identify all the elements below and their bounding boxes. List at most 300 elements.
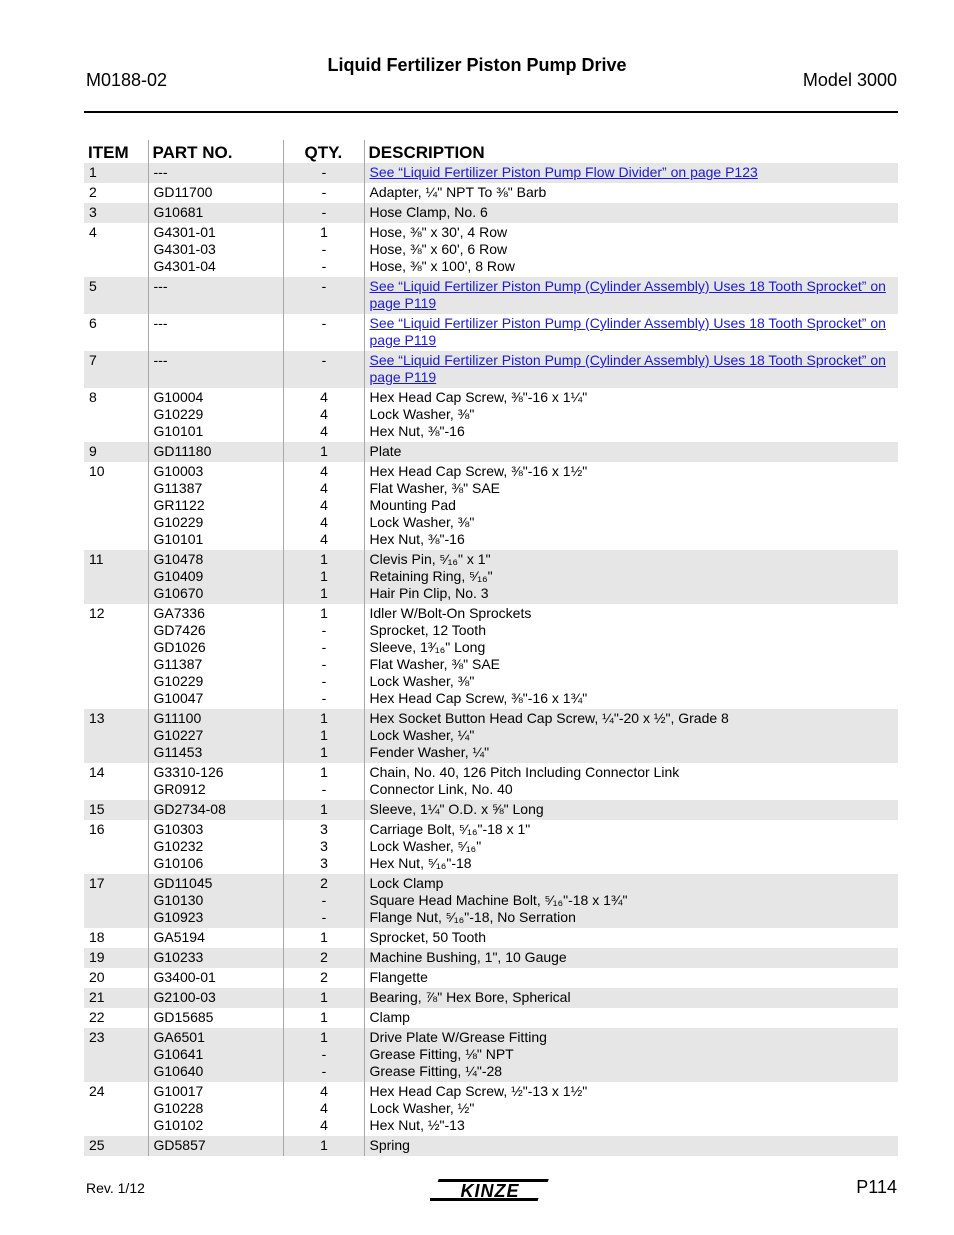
- quantity-cell: [283, 928, 364, 948]
- table-row: [84, 988, 898, 1008]
- part-number-line: G11453: [153, 744, 203, 760]
- part-number-line: ---: [153, 315, 168, 331]
- table-row: [84, 1082, 898, 1136]
- quantity-cell: [283, 800, 364, 820]
- quantity-line: -: [321, 164, 327, 180]
- item-number-cell: 23: [84, 1028, 148, 1082]
- description-line: Lock Washer, ⅜": [369, 406, 475, 422]
- part-number-line: G4301-01: [153, 224, 216, 240]
- table-header-row: [84, 140, 898, 163]
- quantity-cell: [283, 388, 364, 442]
- description-line: Square Head Machine Bolt, ⁵⁄₁₆"-18 x 1¾": [369, 892, 628, 908]
- quantity-cell: [283, 1136, 364, 1156]
- page-number: P114: [856, 1177, 897, 1197]
- quantity-line: 4: [320, 389, 328, 405]
- quantity-cell: [283, 183, 364, 203]
- description-cell: [364, 928, 898, 948]
- part-number-line: G10670: [153, 585, 204, 601]
- quantity-cell: [283, 203, 364, 223]
- part-number-cell: [148, 163, 283, 183]
- quantity-line: -: [321, 909, 327, 925]
- part-number-cell: [148, 388, 283, 442]
- description-line: Hex Socket Button Head Cap Screw, ¼"-20 x ½", Grade 8: [369, 710, 729, 726]
- part-number-line: G10227: [153, 727, 204, 743]
- table-row: [84, 604, 898, 709]
- part-number-cell: [148, 709, 283, 763]
- quantity-line: 1: [320, 744, 328, 760]
- quantity-line: -: [321, 278, 327, 294]
- part-number-cell: [148, 820, 283, 874]
- part-number-line: G10640: [153, 1063, 204, 1079]
- cross-reference-link[interactable]: [370, 315, 895, 349]
- description-line: Lock Washer, ⅜": [369, 514, 475, 530]
- quantity-line: 1: [320, 1029, 328, 1045]
- description-line: Hose, ⅜" x 60', 6 Row: [369, 241, 508, 257]
- table-row: [84, 314, 898, 351]
- part-number-cell: [148, 968, 283, 988]
- part-number-line: G4301-04: [153, 258, 216, 274]
- quantity-line: -: [321, 781, 327, 797]
- part-number-line: G11387: [153, 480, 203, 496]
- description-line: Hair Pin Clip, No. 3: [369, 585, 489, 601]
- part-number-line: G10101: [153, 423, 204, 439]
- part-number-line: GD11700: [153, 184, 213, 200]
- part-number-line: GA5194: [153, 929, 205, 945]
- item-number-cell: 21: [84, 988, 148, 1008]
- part-number-line: G3310-126: [153, 764, 224, 780]
- quantity-line: -: [321, 622, 327, 638]
- description-line: Lock Clamp: [369, 875, 444, 891]
- quantity-cell: [283, 1028, 364, 1082]
- description-cell: [364, 442, 898, 462]
- table-row: [84, 351, 898, 388]
- description-line: Sprocket, 50 Tooth: [369, 929, 486, 945]
- item-number-cell: 8: [89, 389, 97, 405]
- quantity-cell: [283, 462, 364, 550]
- logo-wordmark: KINZE: [460, 1181, 520, 1201]
- description-line: Plate: [369, 443, 402, 459]
- quantity-line: 1: [320, 443, 328, 459]
- description-line: Hex Head Cap Screw, ½"-13 x 1½": [369, 1083, 588, 1099]
- part-number-line: G10641: [153, 1046, 204, 1062]
- description-line[interactable]: See “Liquid Fertilizer Piston Pump Flow Divider” on page P123: [369, 164, 758, 180]
- table-row: [84, 203, 898, 223]
- description-line: Spring: [369, 1137, 410, 1153]
- part-number-line: G10047: [153, 690, 204, 706]
- part-number-cell: [148, 1082, 283, 1136]
- part-number-line: G3400-01: [153, 969, 216, 985]
- description-line[interactable]: page P119: [369, 332, 437, 348]
- quantity-line: 4: [320, 1100, 328, 1116]
- part-number-line: G10303: [153, 821, 204, 837]
- quantity-line: 1: [320, 1137, 328, 1153]
- quantity-line: -: [321, 204, 327, 220]
- table-row: [84, 1028, 898, 1082]
- description-cell: [364, 388, 898, 442]
- quantity-cell: [283, 988, 364, 1008]
- table-row: [84, 277, 898, 314]
- part-number-line: GR1122: [153, 497, 205, 513]
- description-line[interactable]: See “Liquid Fertilizer Piston Pump (Cylinder Assembly) Uses 18 Tooth Sprocket” on: [369, 315, 886, 331]
- part-number-line: GD2734-08: [153, 801, 226, 817]
- description-line[interactable]: page P119: [369, 295, 437, 311]
- description-line: Chain, No. 40, 126 Pitch Including Connector Link: [369, 764, 680, 780]
- description-cell[interactable]: [364, 163, 898, 183]
- description-line: Hex Head Cap Screw, ⅜"-16 x 1½": [369, 463, 588, 479]
- part-number-cell: [148, 442, 283, 462]
- table-row: [84, 442, 898, 462]
- description-cell: [364, 1082, 898, 1136]
- part-number-line: GD1026: [153, 639, 206, 655]
- item-number-cell: 3: [84, 203, 148, 223]
- quantity-line: 2: [320, 875, 328, 891]
- table-row: [84, 462, 898, 550]
- part-number-line: G10229: [153, 406, 204, 422]
- part-number-cell: [148, 183, 283, 203]
- item-number-cell: 24: [89, 1083, 105, 1099]
- header-rule: [84, 111, 898, 113]
- part-number-cell: [148, 1008, 283, 1028]
- description-line: Clevis Pin, ⁵⁄₁₆" x 1": [369, 551, 491, 567]
- description-cell: [364, 550, 898, 604]
- description-line: Machine Bushing, 1", 10 Gauge: [369, 949, 567, 965]
- table-row: [84, 709, 898, 763]
- page-title: Liquid Fertilizer Piston Pump Drive: [327, 55, 627, 75]
- part-number-line: G10229: [153, 673, 204, 689]
- table-row: [84, 550, 898, 604]
- part-number-line: GR0912: [153, 781, 206, 797]
- item-number-cell: 11: [84, 550, 148, 604]
- column-header-part-no: PART NO.: [148, 140, 283, 163]
- parts-table-body: [84, 163, 898, 1156]
- quantity-line: 4: [320, 1083, 328, 1099]
- description-line: Grease Fitting, ¼"-28: [369, 1063, 503, 1079]
- description-line[interactable]: See “Liquid Fertilizer Piston Pump (Cylinder Assembly) Uses 18 Tooth Sprocket” on: [369, 352, 886, 368]
- quantity-line: 3: [320, 855, 328, 871]
- quantity-cell: [283, 709, 364, 763]
- quantity-line: 1: [320, 764, 328, 780]
- quantity-line: 4: [320, 463, 328, 479]
- item-number-cell: 14: [89, 764, 105, 780]
- quantity-line: 4: [320, 514, 328, 530]
- description-line: Hex Head Cap Screw, ⅜"-16 x 1¼": [369, 389, 588, 405]
- part-number-line: G10233: [153, 949, 204, 965]
- quantity-cell: [283, 351, 364, 388]
- quantity-line: 3: [320, 821, 328, 837]
- column-header-item: ITEM: [88, 143, 129, 162]
- description-line: Lock Washer, ⅜": [369, 673, 475, 689]
- description-line: Lock Washer, ¼": [369, 727, 475, 743]
- table-row: [84, 820, 898, 874]
- description-line: Mounting Pad: [369, 497, 456, 513]
- part-number-line: GD11045: [153, 875, 213, 891]
- item-number-cell: 6: [89, 315, 97, 331]
- part-number-line: ---: [153, 164, 168, 180]
- quantity-cell: [283, 550, 364, 604]
- description-cell[interactable]: [364, 314, 898, 351]
- part-number-cell: [148, 550, 283, 604]
- quantity-line: 3: [320, 838, 328, 854]
- quantity-line: 4: [320, 423, 328, 439]
- quantity-cell: [283, 874, 364, 928]
- quantity-cell: [283, 442, 364, 462]
- part-number-line: G10228: [153, 1100, 204, 1116]
- part-number-line: G2100-03: [153, 989, 216, 1005]
- part-number-cell: [148, 1136, 283, 1156]
- description-cell: [364, 709, 898, 763]
- table-row: [84, 183, 898, 203]
- description-line: Hex Head Cap Screw, ⅜"-16 x 1¾": [369, 690, 588, 706]
- description-line: Sleeve, 1¼" O.D. x ⅝" Long: [369, 801, 544, 817]
- description-cell: [364, 203, 898, 223]
- quantity-line: -: [321, 1046, 327, 1062]
- description-line: Sprocket, 12 Tooth: [369, 622, 486, 638]
- column-header-description: DESCRIPTION: [364, 140, 898, 163]
- cross-reference-link[interactable]: [370, 278, 895, 312]
- description-line: Flat Washer, ⅜" SAE: [369, 656, 500, 672]
- part-number-line: G10681: [153, 204, 204, 220]
- item-number-cell: 22: [89, 1009, 105, 1025]
- description-line: Connector Link, No. 40: [369, 781, 513, 797]
- table-row: [84, 1008, 898, 1028]
- part-number-line: G10923: [153, 909, 204, 925]
- part-number-line: G10102: [153, 1117, 204, 1133]
- item-number-cell: 16: [89, 821, 105, 837]
- description-line: Adapter, ¼" NPT To ⅜" Barb: [369, 184, 547, 200]
- description-line: Grease Fitting, ⅛" NPT: [369, 1046, 514, 1062]
- part-number-line: G10017: [153, 1083, 204, 1099]
- quantity-line: 4: [320, 480, 328, 496]
- part-number-line: G10478: [153, 551, 204, 567]
- part-number-cell: [148, 203, 283, 223]
- part-number-cell: [148, 763, 283, 800]
- description-line: Bearing, ⅞" Hex Bore, Spherical: [369, 989, 571, 1005]
- item-number-cell: 19: [84, 948, 148, 968]
- quantity-cell: [283, 1008, 364, 1028]
- item-number-cell: 1: [84, 163, 148, 183]
- description-line: Drive Plate W/Grease Fitting: [369, 1029, 547, 1045]
- part-number-line: G10106: [153, 855, 204, 871]
- kinze-logo: [430, 1175, 550, 1205]
- description-line: Fender Washer, ¼": [369, 744, 490, 760]
- description-line: Flat Washer, ⅜" SAE: [369, 480, 500, 496]
- cross-reference-link[interactable]: [370, 164, 895, 181]
- table-row: [84, 1136, 898, 1156]
- description-cell[interactable]: [364, 277, 898, 314]
- quantity-line: 1: [320, 551, 328, 567]
- quantity-cell: [283, 820, 364, 874]
- part-number-cell: [148, 988, 283, 1008]
- table-row: [84, 763, 898, 800]
- description-line[interactable]: page P119: [369, 369, 437, 385]
- part-number-cell: [148, 1028, 283, 1082]
- quantity-line: 2: [320, 969, 328, 985]
- item-number-cell: 4: [89, 224, 97, 240]
- quantity-line: 1: [320, 585, 328, 601]
- quantity-line: 1: [320, 929, 328, 945]
- description-line: Hex Nut, ⅜"-16: [369, 531, 465, 547]
- model-label: Model 3000: [802, 70, 897, 90]
- description-cell: [364, 763, 898, 800]
- quantity-line: 4: [320, 531, 328, 547]
- quantity-cell: [283, 223, 364, 277]
- part-number-line: ---: [153, 352, 168, 368]
- item-number-cell: 18: [89, 929, 105, 945]
- description-cell: [364, 1028, 898, 1082]
- description-line: Hex Nut, ⅜"-16: [369, 423, 465, 439]
- description-line: Lock Washer, ½": [369, 1100, 475, 1116]
- table-row: [84, 388, 898, 442]
- item-number-cell: 5: [84, 277, 148, 314]
- description-line: Lock Washer, ⁵⁄₁₆": [369, 838, 482, 854]
- table-row: [84, 163, 898, 183]
- description-cell[interactable]: [364, 351, 898, 388]
- description-line: Hex Nut, ⁵⁄₁₆"-18: [369, 855, 472, 871]
- description-cell: [364, 1008, 898, 1028]
- description-cell: [364, 968, 898, 988]
- part-number-line: G10004: [153, 389, 204, 405]
- description-line: Hex Nut, ½"-13: [369, 1117, 465, 1133]
- item-number-cell: 13: [84, 709, 148, 763]
- quantity-line: 1: [320, 1009, 328, 1025]
- part-number-cell: [148, 874, 283, 928]
- quantity-line: -: [321, 639, 327, 655]
- doc-number: M0188-02: [86, 70, 168, 90]
- quantity-line: 4: [320, 497, 328, 513]
- table-row: [84, 948, 898, 968]
- cross-reference-link[interactable]: [370, 352, 895, 386]
- part-number-line: G10101: [153, 531, 204, 547]
- table-row: [84, 800, 898, 820]
- description-line: Idler W/Bolt-On Sprockets: [369, 605, 532, 621]
- part-number-line: GD11180: [153, 443, 212, 459]
- column-header-qty: QTY.: [283, 140, 364, 163]
- quantity-line: -: [321, 673, 327, 689]
- part-number-cell: [148, 800, 283, 820]
- part-number-cell: [148, 351, 283, 388]
- description-line: Flange Nut, ⁵⁄₁₆"-18, No Serration: [369, 909, 576, 925]
- quantity-line: 4: [320, 1117, 328, 1133]
- table-row: [84, 874, 898, 928]
- quantity-line: -: [321, 1063, 327, 1079]
- quantity-cell: [283, 314, 364, 351]
- part-number-line: G10130: [153, 892, 204, 908]
- description-line: Carriage Bolt, ⁵⁄₁₆"-18 x 1": [369, 821, 531, 837]
- description-cell: [364, 874, 898, 928]
- description-line: Hose, ⅜" x 30', 4 Row: [369, 224, 508, 240]
- quantity-cell: [283, 1082, 364, 1136]
- part-number-line: GA6501: [153, 1029, 205, 1045]
- item-number-cell: 10: [89, 463, 105, 479]
- quantity-line: -: [321, 690, 327, 706]
- revision-label: Rev. 1/12: [86, 1180, 145, 1196]
- item-number-cell: 2: [89, 184, 97, 200]
- description-cell: [364, 462, 898, 550]
- part-number-line: GD5857: [153, 1137, 206, 1153]
- description-line: Flangette: [369, 969, 428, 985]
- description-cell: [364, 183, 898, 203]
- item-number-cell: 20: [89, 969, 105, 985]
- quantity-cell: [283, 948, 364, 968]
- description-line: Clamp: [369, 1009, 410, 1025]
- quantity-line: -: [321, 315, 327, 331]
- quantity-cell: [283, 277, 364, 314]
- description-cell: [364, 988, 898, 1008]
- item-number-cell: 7: [84, 351, 148, 388]
- part-number-line: G10003: [153, 463, 204, 479]
- description-cell: [364, 820, 898, 874]
- part-number-cell: [148, 948, 283, 968]
- quantity-cell: [283, 163, 364, 183]
- description-line: Hose Clamp, No. 6: [369, 204, 488, 220]
- quantity-line: 1: [320, 224, 328, 240]
- part-number-cell: [148, 314, 283, 351]
- quantity-line: 1: [320, 727, 328, 743]
- item-number-cell: 17: [84, 874, 148, 928]
- part-number-cell: [148, 604, 283, 709]
- description-cell: [364, 1136, 898, 1156]
- part-number-line: G10409: [153, 568, 204, 584]
- table-row: [84, 223, 898, 277]
- quantity-line: -: [321, 892, 327, 908]
- part-number-line: G11100: [153, 710, 202, 726]
- quantity-line: -: [321, 241, 327, 257]
- description-cell: [364, 948, 898, 968]
- part-number-cell: [148, 928, 283, 948]
- item-number-cell: 15: [84, 800, 148, 820]
- part-number-line: G10229: [153, 514, 204, 530]
- quantity-line: 1: [320, 989, 328, 1005]
- quantity-line: 2: [320, 949, 328, 965]
- part-number-line: GD7426: [153, 622, 206, 638]
- item-number-cell: 25: [84, 1136, 148, 1156]
- description-cell: [364, 604, 898, 709]
- part-number-line: GD15685: [153, 1009, 214, 1025]
- description-line[interactable]: See “Liquid Fertilizer Piston Pump (Cylinder Assembly) Uses 18 Tooth Sprocket” on: [369, 278, 886, 294]
- part-number-line: GA7336: [153, 605, 205, 621]
- part-number-cell: [148, 223, 283, 277]
- part-number-line: G4301-03: [153, 241, 216, 257]
- quantity-line: 1: [320, 710, 328, 726]
- description-line: Retaining Ring, ⁵⁄₁₆": [369, 568, 493, 584]
- item-number-cell: 12: [89, 605, 105, 621]
- table-row: [84, 968, 898, 988]
- item-number-cell: 9: [84, 442, 148, 462]
- quantity-line: -: [321, 258, 327, 274]
- description-line: Hose, ⅜" x 100', 8 Row: [369, 258, 515, 274]
- quantity-cell: [283, 968, 364, 988]
- quantity-line: 1: [320, 801, 328, 817]
- quantity-line: 4: [320, 406, 328, 422]
- quantity-line: -: [321, 352, 327, 368]
- part-number-line: G10232: [153, 838, 204, 854]
- quantity-cell: [283, 604, 364, 709]
- quantity-line: -: [321, 184, 327, 200]
- parts-table: [84, 140, 898, 1156]
- part-number-cell: [148, 462, 283, 550]
- part-number-line: ---: [153, 278, 168, 294]
- part-number-cell: [148, 277, 283, 314]
- description-line: Sleeve, 1³⁄₁₆" Long: [369, 639, 486, 655]
- quantity-line: 1: [320, 605, 328, 621]
- table-row: [84, 928, 898, 948]
- quantity-line: 1: [320, 568, 328, 584]
- quantity-cell: [283, 763, 364, 800]
- description-cell: [364, 800, 898, 820]
- description-cell: [364, 223, 898, 277]
- quantity-line: -: [321, 656, 327, 672]
- part-number-line: G11387: [153, 656, 203, 672]
